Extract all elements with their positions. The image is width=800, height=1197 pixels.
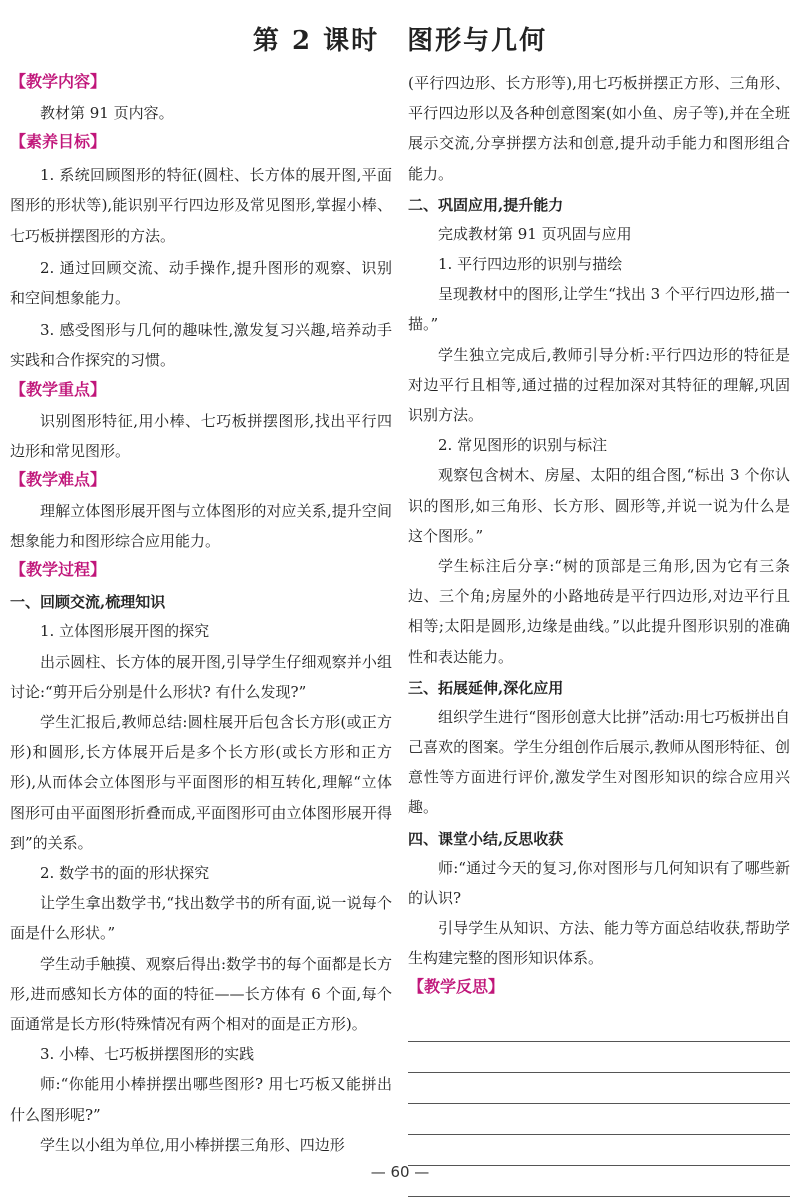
- goal-item: 2. 通过回顾交流、动手操作,提升图形的观察、识别和空间想象能力。: [10, 258, 392, 308]
- section-heading-goals: 【素养目标】: [10, 132, 107, 152]
- process-paragraph: 学生以小组为单位,用小棒拼摆三角形、四边形: [40, 1135, 345, 1154]
- process-paragraph: 学生汇报后,教师总结:圆柱展开后包含长方形(或正方形)和圆形,长方体展开后是多个长方形(或长方形和正方形),从而体会立体图形与平面图形的相互转化,理解“立体图形可由平面图形折叠而成,平面图形可由立体图形展开得到”的关系。: [10, 713, 392, 852]
- consolidate-paragraph: 1. 平行四边形的识别与描绘: [438, 255, 623, 274]
- writing-line: [408, 1104, 790, 1135]
- consolidate-paragraph: 2. 常见图形的识别与标注: [438, 436, 608, 455]
- part-heading-consolidate: 二、巩固应用,提升能力: [408, 195, 564, 214]
- page-title: 第 2 课时 图形与几何: [252, 26, 548, 56]
- consolidate-paragraph: 学生独立完成后,教师引导分析:平行四边形的特征是对边平行且相等,通过描的过程加深对其特征的理解,巩固识别方法。: [408, 345, 790, 425]
- process-paragraph: 让学生拿出数学书,“找出数学书的所有面,说一说每个面是什么形状。”: [10, 894, 392, 943]
- consolidate-paragraph: 学生标注后分享:“树的顶部是三角形,因为它有三条边、三个角;房屋外的小路地砖是平行四边形,对边平行且相等;太阳是圆形,边缘是曲线。”以此提升图形识别的准确性和表达能力。: [408, 557, 790, 666]
- part-heading-summary: 四、课堂小结,反思收获: [408, 829, 564, 848]
- right-column: [408, 68, 790, 1197]
- section-heading-key-points: 【教学重点】: [10, 379, 107, 399]
- writing-line: [408, 1042, 790, 1073]
- summary-paragraph: 引导学生从知识、方法、能力等方面总结收获,帮助学生构建完整的图形知识体系。: [408, 919, 790, 968]
- page-number: — 60 —: [370, 1163, 430, 1181]
- process-paragraph: 出示圆柱、长方体的展开图,引导学生仔细观察并小组讨论:“剪开后分别是什么形状? 有什么发现?”: [10, 652, 392, 701]
- consolidate-paragraph: 完成教材第 91 页巩固与应用: [438, 224, 632, 243]
- section-heading-reflection: 【教学反思】: [408, 977, 505, 997]
- difficulties-text: 理解立体图形展开图与立体图形的对应关系,提升空间想象能力和图形综合应用能力。: [10, 502, 392, 551]
- key-points-text: 识别图形特征,用小棒、七巧板拼摆图形,找出平行四边形和常见图形。: [10, 411, 392, 460]
- goal-item: 1. 系统回顾图形的特征(圆柱、长方体的展开图,平面图形的形状等),能识别平行四边形及常见图形,掌握小棒、七巧板拼摆图形的方法。: [10, 166, 392, 245]
- process-paragraph: 3. 小棒、七巧板拼摆图形的实践: [40, 1045, 255, 1064]
- process-paragraph: 2. 数学书的面的形状探究: [40, 864, 210, 883]
- part-heading-extend: 三、拓展延伸,深化应用: [408, 678, 564, 697]
- consolidate-paragraph: 观察包含树木、房屋、太阳的组合图,“标出 3 个你认识的图形,如三角形、长方形、圆形等,并说一说为什么是这个图形。”: [408, 466, 790, 545]
- left-column: [10, 68, 392, 1160]
- section-heading-difficulties: 【教学难点】: [10, 470, 107, 490]
- process-paragraph: 1. 立体图形展开图的探究: [40, 622, 210, 641]
- goal-item: 3. 感受图形与几何的趣味性,激发复习兴趣,培养动手实践和合作探究的习惯。: [10, 321, 392, 370]
- writing-line: [408, 1073, 790, 1104]
- summary-paragraph: 师:“通过今天的复习,你对图形与几何知识有了哪些新的认识?: [408, 858, 790, 907]
- writing-line: [408, 1135, 790, 1166]
- writing-line: [408, 1011, 790, 1042]
- extend-paragraph: 组织学生进行“图形创意大比拼”活动:用七巧板拼出自己喜欢的图案。学生分组创作后展示,教师从图形特征、创意性等方面进行评价,激发学生对图形知识的综合应用兴趣。: [408, 707, 790, 817]
- consolidate-paragraph: 呈现教材中的图形,让学生“找出 3 个平行四边形,描一描。”: [408, 285, 790, 334]
- process-paragraph: 师:“你能用小棒拼摆出哪些图形? 用七巧板又能拼出什么图形呢?”: [10, 1075, 392, 1124]
- section-heading-content: 【教学内容】: [10, 72, 107, 91]
- section-heading-process: 【教学过程】: [10, 560, 107, 580]
- part-heading-review: 一、回顾交流,梳理知识: [10, 593, 166, 612]
- content-text: 教材第 91 页内容。: [40, 104, 174, 122]
- process-paragraph: 学生动手触摸、观察后得出:数学书的每个面都是长方形,进而感知长方体的面的特征——长方体有 6 个面,每个面通常是长方形(特殊情况有两个相对的面是正方形)。: [10, 954, 392, 1034]
- continued-paragraph: (平行四边形、长方形等),用七巧板拼摆正方形、三角形、平行四边形以及各种创意图案(如小鱼、房子等),并在全班展示交流,分享拼摆方法和创意,提升动手能力和图形组合能力。: [408, 74, 790, 183]
